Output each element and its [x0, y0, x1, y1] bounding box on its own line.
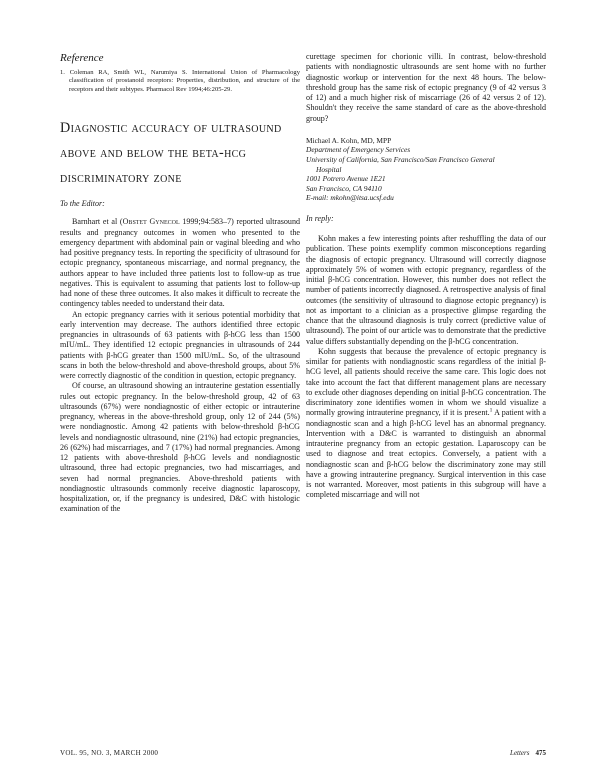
section-name: Letters	[510, 749, 530, 757]
left-column	[60, 52, 300, 515]
author-university-cont: Hospital	[316, 164, 342, 174]
citation-superscript: 1	[489, 407, 493, 414]
page-number: 475	[535, 749, 546, 757]
author-name: Michael A. Kohn, MD, MPP	[306, 135, 392, 145]
reply-paragraph-2	[306, 347, 546, 501]
author-department: Department of Emergency Services	[306, 145, 411, 155]
letter-paragraph-3: Of course, an ultrasound showing an intrauterine gestation essentially rules out ectopic pregnancy. In the below-threshold group, 42 of 63 ultrasounds (67%) were nondiagnostic of either ectopic or intrauterine pregnancy, whereas in the above-threshold group, only 12 of 244 (5%) were nondiagnostic. Among 42 patients with below-threshold β-hCG levels and nondiagnostic ultrasound, nine (21%) had ectopic pregnancies, 26 (62%) had miscarriages, and 7 (17%) had normal pregnancies. Among 12 patients with above-threshold β-hCG levels and nondiagnostic ultrasound, three had ectopic pregnancies, two had miscarriages, and seven had normal pregnancies. Above-threshold patients with nondiagnostic ultrasounds commonly receive diagnostic laparoscopy, hospitalization, or, if the pregnancy is undesired, D&C with histologic examination of the	[60, 381, 300, 514]
author-university: University of California, San Francisco/San Francisco General	[306, 154, 495, 164]
journal-volume-info: VOL. 95, NO. 3, MARCH 2000	[60, 749, 159, 757]
author-email: E-mail: mkohn@itsa.ucsf.edu	[306, 193, 394, 203]
reference-heading: Reference	[60, 52, 104, 64]
p1-start: Barnhart et al (	[72, 217, 123, 227]
reference-item: 1. Coleman RA, Smith WL, Narumiya S. International Union of Pharmacology classification of prostanoid receptors: Properties, distribution, and structure of the receptors and their subtypes. Pharmacol Rev 1994;46:205-29.	[60, 69, 300, 93]
p1-rest: 1999;94:583–7) reported ultrasound results and pregnancy outcomes in women who presented to the emergency department with abdominal pain or vaginal bleeding and who had positive pregnancy tests. In reporting the specificity of ultrasound for ectopic pregnancy, spontaneous miscarriage, and normal pregnancy, the authors appear to have included three patients lost to follow-up as true negatives. This is equivalent to assuming that patients lost to follow-up had none of these three outcomes. It also makes it difficult to recreate the contingency tables needed to understand their data.	[60, 217, 300, 309]
salutation: To the Editor:	[60, 199, 105, 209]
letter-paragraph-2: An ectopic pregnancy carries with it serious potential morbidity that early intervention may decrease. The authors identified three ectopic pregnancies in ultrasounds of 63 patients with β-hCG less than 1500 mIU/mL. They identified 12 ectopic pregnancies in ultrasounds of 244 patients with β-hCG greater than 1500 mIU/mL. So, of the ultrasound scans in both the below-threshold and above-threshold groups, about 5% were correctly diagnostic of the condition in question, ectopic pregnancy.	[60, 309, 300, 381]
signature-block	[306, 136, 546, 203]
reply-heading: In reply:	[306, 213, 334, 223]
letter-paragraph-3-continued: curettage specimen for chorionic villi. In contrast, below-threshold patients with nondiagnostic ultrasounds are sent home with no further diagnostic workup or intervention for the next 48 hours. The below-threshold group has the same risk of ectopic pregnancy (9 of 42 versus 3 of 12) and a much higher risk of miscarriage (26 of 42 versus 2 of 12). Shouldn't they receive the same standard of care as the above-threshold group?	[306, 52, 546, 123]
letter-title: Diagnostic accuracy of ultrasound above and below the beta-hcg discriminatory zone	[60, 120, 282, 187]
footer-right	[510, 749, 546, 757]
author-address-1: 1001 Potrero Avenue 1E21	[306, 174, 386, 184]
reply-paragraph-1: Kohn makes a few interesting points after reshuffling the data of our publication. These points exemplify common misconceptions regarding the diagnosis of ectopic pregnancy. Ultrasound will correctly diagnose approximately 5% of women with ectopic pregnancy, regardless of the initial β-hCG concentration. However, this number does not reflect the number of patients incorrectly diagnosed. A retrospective analysis of final outcomes (the sensitivity of ultrasound to diagnose ectopic pregnancy) is not as important to a clinician as a prospective glimpse regarding the chance that the ultrasound diagnosis is truly correct (predictive value of ultrasound). The point of our article was to demonstrate that the predictive value differs substantially depending on the β-hCG concentration.	[306, 234, 546, 346]
letter-paragraph-1	[60, 217, 300, 309]
p2-start: Kohn suggests that because the prevalence of ectopic pregnancy is similar for patients with nondiagnostic scans regardless of the initial β-hCG level, all patients should receive the same care. This logic does not take into account the fact that different management plans are necessary to exclude other diagnoses depending on initial β-hCG concentration. The discriminatory zone identifies women in whom we should visualize a normally growing intrauterine pregnancy, if it is present.	[306, 346, 546, 418]
author-address-2: San Francisco, CA 94110	[306, 183, 382, 193]
p2-rest: A patient with a nondiagnostic scan and a high β-hCG level has an abnormal pregnancy. Intervention with a D&C is warranted to distinguish an abnormal intrauterine pregnancy from an ectopic gestation. Laparoscopy can be used to diagnose and treat ectopics. Conversely, a patient with a nondiagnostic scan and β-hCG below the discriminatory zone may still have a growing intrauterine pregnancy. Surgical intervention in this case is not warranted. Moreover, most patients in this subgroup will have a completed miscarriage and will not	[306, 408, 546, 500]
journal-name: Obstet Gynecol	[122, 217, 180, 227]
right-column	[306, 52, 546, 501]
